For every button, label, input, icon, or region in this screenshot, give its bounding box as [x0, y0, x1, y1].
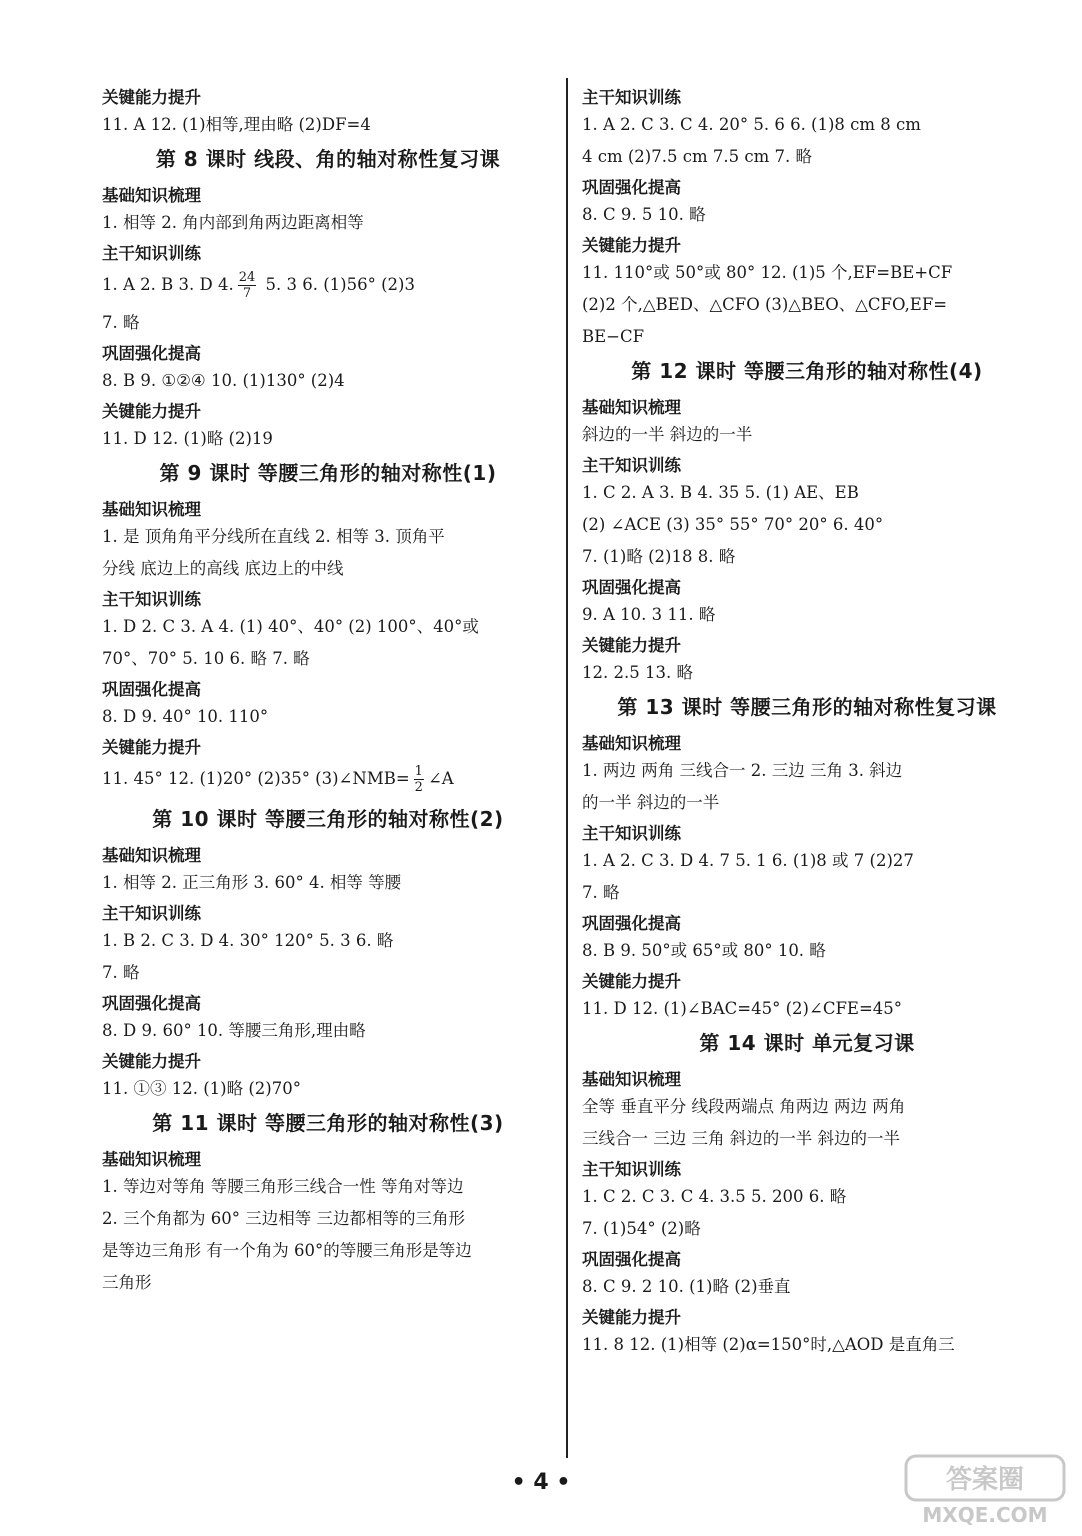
- answer-line: 1. B 2. C 3. D 4. 30° 120° 5. 3 6. 略: [102, 931, 394, 950]
- section-heading: 关键能力提升: [102, 88, 201, 107]
- svg-text:MXQE.COM: MXQE.COM: [922, 1503, 1048, 1527]
- section-heading: 关键能力提升: [582, 1308, 681, 1327]
- answer-line: 斜边的一半 斜边的一半: [582, 425, 753, 444]
- answer-line: 4 cm (2)7.5 cm 7.5 cm 7. 略: [582, 147, 812, 166]
- section-heading: 主干知识训练: [102, 590, 201, 609]
- answer-line: 1. 两边 两角 三线合一 2. 三边 三角 3. 斜边: [582, 761, 903, 780]
- answer-line: 8. C 9. 2 10. (1)略 (2)垂直: [582, 1277, 791, 1296]
- answer-line: 9. A 10. 3 11. 略: [582, 605, 716, 624]
- section-heading: 关键能力提升: [582, 972, 681, 991]
- right-column: [582, 80, 1032, 1366]
- section-heading: 基础知识梳理: [102, 1150, 201, 1169]
- answer-line: 7. 略: [102, 963, 140, 982]
- answer-line-with-fraction: 11. 45° 12. (1)20° (2)35° (3)∠NMB= $\frac{1}{2}$ ∠A: [102, 764, 454, 795]
- section-heading: 主干知识训练: [582, 1160, 681, 1179]
- answer-line: 12. 2.5 13. 略: [582, 663, 693, 682]
- answer-line: 1. D 2. C 3. A 4. (1) 40°、40° (2) 100°、40°或: [102, 617, 479, 636]
- lesson-title-11: 第 11 课时 等腰三角形的轴对称性(3): [152, 1111, 504, 1135]
- answer-line: (2)2 个,△BED、△CFO (3)△BEO、△CFO,EF=: [582, 295, 948, 314]
- answer-line: 1. 相等 2. 正三角形 3. 60° 4. 相等 等腰: [102, 873, 402, 892]
- section-heading: 基础知识梳理: [102, 846, 201, 865]
- section-heading: 主干知识训练: [582, 88, 681, 107]
- answer-line: 三角形: [102, 1273, 152, 1292]
- answer-line: 8. D 9. 60° 10. 等腰三角形,理由略: [102, 1021, 366, 1040]
- answer-line: 1. 是 顶角角平分线所在直线 2. 相等 3. 顶角平: [102, 527, 445, 546]
- section-heading: 关键能力提升: [102, 1052, 201, 1071]
- answer-line: 7. (1)略 (2)18 8. 略: [582, 547, 736, 566]
- section-heading: 主干知识训练: [102, 904, 201, 923]
- lesson-title-13: 第 13 课时 等腰三角形的轴对称性复习课: [617, 695, 997, 719]
- answer-line: 1. A 2. C 3. D 4. 7 5. 1 6. (1)8 或 7 (2)27: [582, 851, 914, 870]
- section-heading: 巩固强化提高: [102, 680, 201, 699]
- answer-line: 8. B 9. 50°或 65°或 80° 10. 略: [582, 941, 826, 960]
- section-heading: 基础知识梳理: [582, 398, 681, 417]
- answer-line: 7. 略: [582, 883, 620, 902]
- answer-line: 7. (1)54° (2)略: [582, 1219, 701, 1238]
- answer-line: 分线 底边上的高线 底边上的中线: [102, 559, 344, 578]
- column-divider: [566, 78, 568, 1458]
- fraction: $\frac{1}{2}$: [414, 764, 423, 795]
- svg-text:答案圈: 答案圈: [945, 1465, 1025, 1495]
- section-heading: 巩固强化提高: [582, 178, 681, 197]
- answer-line: 是等边三角形 有一个角为 60°的等腰三角形是等边: [102, 1241, 472, 1260]
- answer-line: BE−CF: [582, 327, 645, 346]
- answer-line: 1. C 2. A 3. B 4. 35 5. (1) AE、EB: [582, 483, 859, 502]
- answer-line: 7. 略: [102, 313, 140, 332]
- answer-line: 1. C 2. C 3. C 4. 3.5 5. 200 6. 略: [582, 1187, 847, 1206]
- section-heading: 基础知识梳理: [102, 186, 201, 205]
- answer-line: 1. A 2. C 3. C 4. 20° 5. 6 6. (1)8 cm 8 cm: [582, 115, 921, 134]
- fraction: $\frac{24}{7}$: [238, 270, 256, 301]
- lesson-title-10: 第 10 课时 等腰三角形的轴对称性(2): [152, 807, 504, 831]
- section-heading: 巩固强化提高: [582, 578, 681, 597]
- answer-line: 11. A 12. (1)相等,理由略 (2)DF=4: [102, 115, 371, 134]
- section-heading: 基础知识梳理: [582, 1070, 681, 1089]
- section-heading: 主干知识训练: [102, 244, 201, 263]
- lesson-title-12: 第 12 课时 等腰三角形的轴对称性(4): [631, 359, 983, 383]
- section-heading: 主干知识训练: [582, 824, 681, 843]
- answer-line: 全等 垂直平分 线段两端点 角两边 两边 两角: [582, 1097, 906, 1116]
- section-heading: 关键能力提升: [102, 738, 201, 757]
- left-column: [102, 80, 554, 1304]
- answer-line: 2. 三个角都为 60° 三边相等 三边都相等的三角形: [102, 1209, 465, 1228]
- answer-line: 三线合一 三边 三角 斜边的一半 斜边的一半: [582, 1129, 900, 1148]
- section-heading: 基础知识梳理: [582, 734, 681, 753]
- answer-line: 11. 8 12. (1)相等 (2)α=150°时,△AOD 是直角三: [582, 1335, 955, 1354]
- answer-line: 11. 110°或 50°或 80° 12. (1)5 个,EF=BE+CF: [582, 263, 953, 282]
- lesson-title-9: 第 9 课时 等腰三角形的轴对称性(1): [159, 461, 497, 485]
- answer-line: 1. 等边对等角 等腰三角形三线合一性 等角对等边: [102, 1177, 464, 1196]
- answer-line: 11. ①③ 12. (1)略 (2)70°: [102, 1079, 301, 1098]
- answer-line: 1. 相等 2. 角内部到角两边距离相等: [102, 213, 364, 232]
- section-heading: 巩固强化提高: [582, 914, 681, 933]
- section-heading: 巩固强化提高: [102, 344, 201, 363]
- section-heading: 巩固强化提高: [102, 994, 201, 1013]
- answer-line: 11. D 12. (1)∠BAC=45° (2)∠CFE=45°: [582, 999, 903, 1018]
- answer-line: 11. D 12. (1)略 (2)19: [102, 429, 273, 448]
- lesson-title-8: 第 8 课时 线段、角的轴对称性复习课: [155, 147, 501, 171]
- page-number: • 4 •: [511, 1470, 571, 1495]
- section-heading: 关键能力提升: [582, 636, 681, 655]
- section-heading: 基础知识梳理: [102, 500, 201, 519]
- watermark-logo-icon: [900, 1450, 1070, 1530]
- answer-line: (2) ∠ACE (3) 35° 55° 70° 20° 6. 40°: [582, 515, 884, 534]
- section-heading: 关键能力提升: [102, 402, 201, 421]
- answer-line: 8. C 9. 5 10. 略: [582, 205, 706, 224]
- answer-line: 8. B 9. ①②④ 10. (1)130° (2)4: [102, 371, 345, 390]
- answer-line: 的一半 斜边的一半: [582, 793, 720, 812]
- section-heading: 关键能力提升: [582, 236, 681, 255]
- answer-line: 8. D 9. 40° 10. 110°: [102, 707, 269, 726]
- section-heading: 主干知识训练: [582, 456, 681, 475]
- section-heading: 巩固强化提高: [582, 1250, 681, 1269]
- lesson-title-14: 第 14 课时 单元复习课: [699, 1031, 915, 1055]
- answer-line: 70°、70° 5. 10 6. 略 7. 略: [102, 649, 310, 668]
- answer-line-with-fraction: 1. A 2. B 3. D 4. $\frac{24}{7}$ 5. 3 6. (1)56° (2)3: [102, 270, 415, 301]
